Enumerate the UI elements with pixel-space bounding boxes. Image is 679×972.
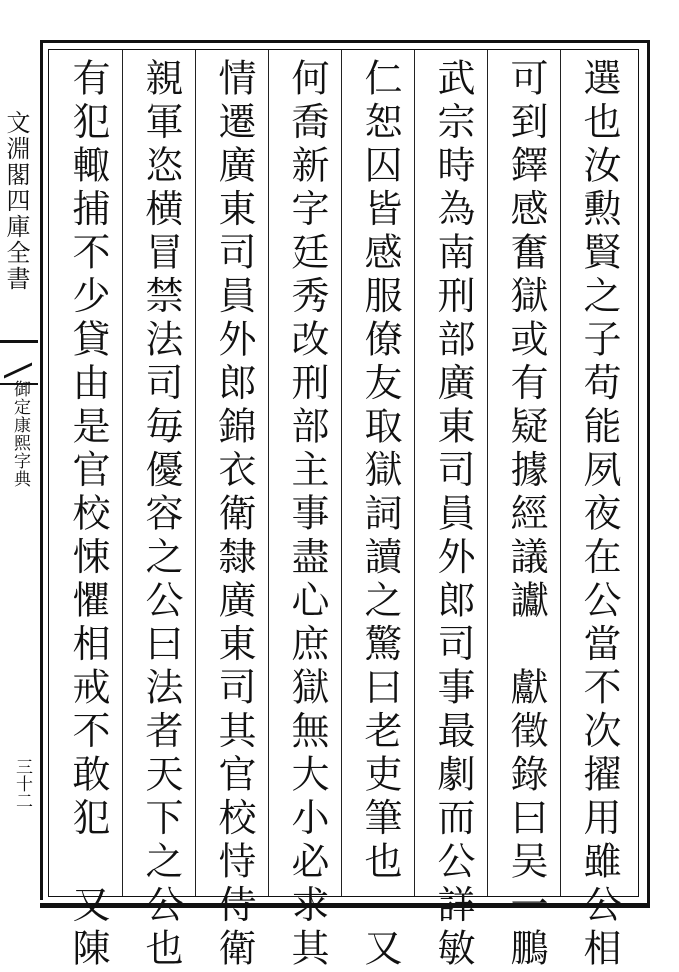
collection-title: 文淵閣四庫全書 bbox=[2, 110, 30, 292]
text-column-3: 武宗時為南刑部廣東司員外郎司事最劇而公詳敏 bbox=[431, 58, 475, 972]
column-rule bbox=[560, 50, 561, 896]
text-column-6: 情遷廣東司員外郎錦衣衛隸廣東司其官校恃侍衛 bbox=[212, 58, 256, 972]
text-column-4: 仁恕囚皆感服僚友取獄詞讀之驚曰老吏筆也 又 bbox=[358, 58, 402, 972]
text-frame-inner bbox=[48, 49, 639, 972]
column-rule bbox=[341, 50, 342, 896]
page-number: 三十二 bbox=[12, 758, 32, 809]
column-rule bbox=[414, 50, 415, 896]
text-column-1: 選也汝勲賢之子苟能夙夜在公當不次擢用雖公相 bbox=[577, 58, 621, 972]
fish-tail-mark-icon bbox=[0, 340, 38, 385]
book-title: 御定康熙字典 bbox=[10, 380, 30, 488]
column-rule bbox=[195, 50, 196, 896]
column-rule bbox=[122, 50, 123, 896]
text-column-8: 有犯輙捕不少貸由是官校悚懼相戒不敢犯 又陳 bbox=[66, 58, 110, 972]
text-column-2: 可到鐸感奮獄或有疑據經議讞 獻徵錄曰吴一鵬 bbox=[504, 58, 548, 972]
text-frame bbox=[40, 40, 650, 972]
text-column-5: 何喬新字廷秀改刑部主事盡心庶獄無大小必求其 bbox=[285, 58, 329, 972]
page-margin-strip bbox=[0, 40, 43, 900]
column-rule bbox=[268, 50, 269, 896]
text-column-7: 親軍恣横冒禁法司毎優容之公曰法者天下之公也 bbox=[139, 58, 183, 972]
column-rule bbox=[487, 50, 488, 896]
